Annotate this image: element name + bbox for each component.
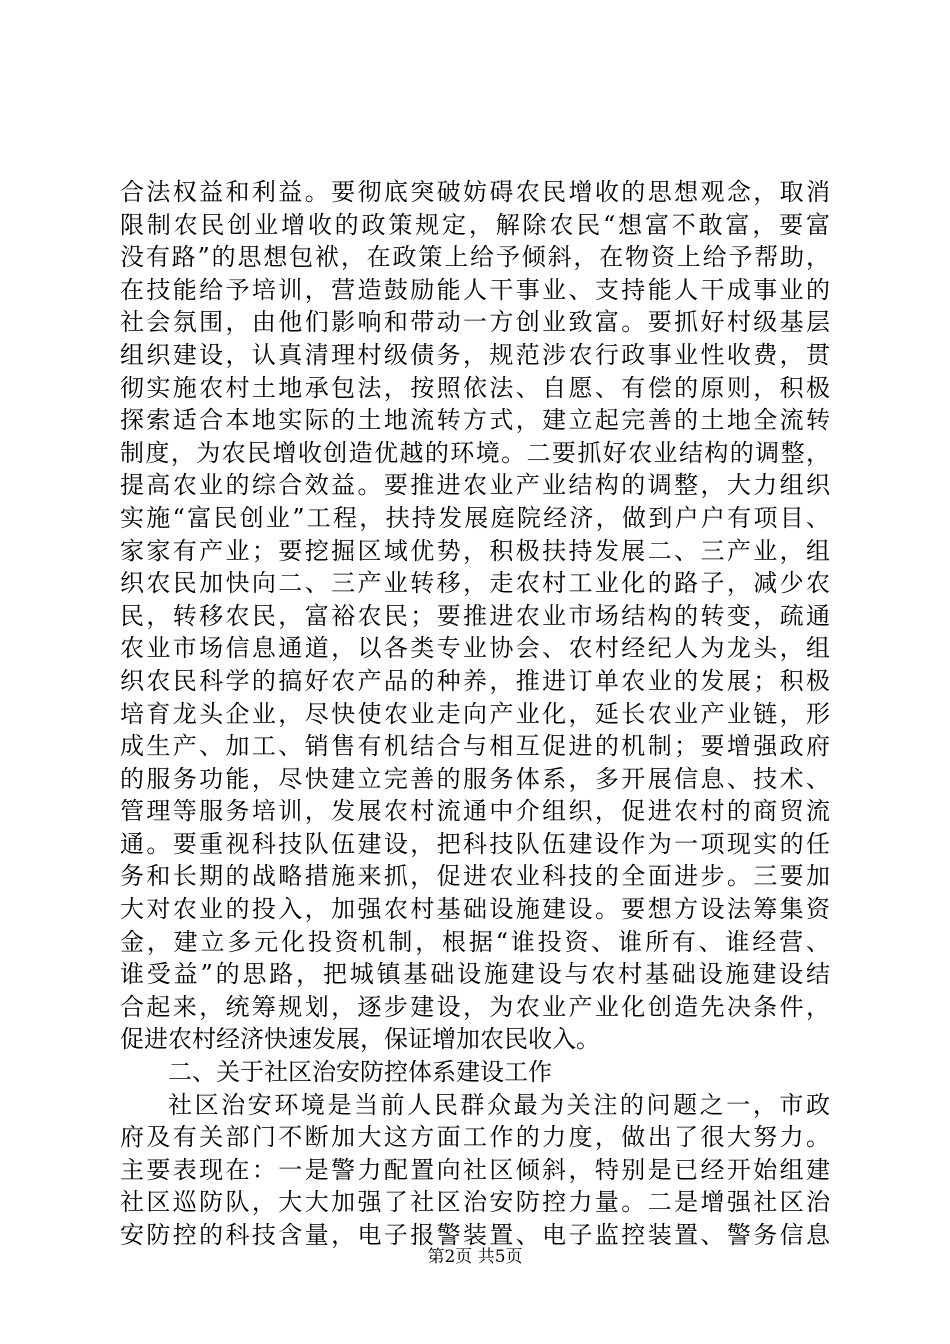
text-line: 实施“富民创业”工程，扶持发展庭院经济，做到户户有项目、 xyxy=(120,503,830,532)
text-line: 金，建立多元化投资机制，根据“谁投资、谁所有、谁经营、 xyxy=(120,927,830,956)
text-line: 合法权益和利益。要彻底突破妨碍农民增收的思想观念，取消 xyxy=(120,178,830,206)
text-line: 在技能给予培训，营造鼓励能人干事业、支持能人干成事业的 xyxy=(120,275,830,304)
text-line: 培育龙头企业，尽快使农业走向产业化，延长农业产业链，形 xyxy=(120,699,830,728)
text-line: 主要表现在：一是警力配置向社区倾斜，特别是已经开始组建 xyxy=(120,1155,830,1184)
text-line: 家家有产业；要挖掘区域优势，积极扶持发展二、三产业，组 xyxy=(120,536,830,565)
text-line: 限制农民创业增收的政策规定，解除农民“想富不敢富，要富 xyxy=(120,210,830,239)
text-line: 通。要重视科技队伍建设，把科技队伍建设作为一项现实的任 xyxy=(120,829,830,858)
text-line: 织农民加快向二、三产业转移，走农村工业化的路子，减少农 xyxy=(120,569,830,598)
text-line: 探索适合本地实际的土地流转方式，建立起完善的土地全流转 xyxy=(120,406,830,435)
text-line: 社区治安环境是当前人民群众最为关注的问题之一，市政 xyxy=(168,1090,830,1119)
paragraph-2 xyxy=(120,1089,830,1252)
text-line: 彻实施农村土地承包法，按照依法、自愿、有偿的原则，积极 xyxy=(120,373,830,402)
text-line: 管理等服务培训，发展农村流通中介组织，促进农村的商贸流 xyxy=(120,797,830,826)
text-line: 安防控的科技含量，电子报警装置、电子监控装置、警务信息 xyxy=(120,1221,830,1249)
text-line: 务和长期的战略措施来抓，促进农业科技的全面进步。三要加 xyxy=(120,862,830,891)
text-line: 成生产、加工、销售有机结合与相互促进的机制；要增强政府 xyxy=(120,732,830,761)
text-line: 的服务功能，尽快建立完善的服务体系，多开展信息、技术、 xyxy=(120,764,830,793)
text-line: 组织建设，认真清理村级债务，规范涉农行政事业性收费，贯 xyxy=(120,340,830,369)
section-heading: 二、关于社区治安防控体系建设工作 xyxy=(168,1058,552,1087)
text-line: 谁受益”的思路，把城镇基础设施建设与农村基础设施建设结 xyxy=(120,960,830,989)
text-line: 合起来，统筹规划，逐步建设，为农业产业化创造先决条件， xyxy=(120,992,830,1021)
text-line: 制度，为农民增收创造优越的环境。二要抓好农业结构的调整， xyxy=(120,438,830,467)
page-number: 第2页 共5页 xyxy=(427,1247,523,1267)
text-line: 府及有关部门不断加大这方面工作的力度，做出了很大努力。 xyxy=(120,1123,830,1152)
text-line: 社会氛围，由他们影响和带动一方创业致富。要抓好村级基层 xyxy=(120,308,830,337)
document-body xyxy=(120,176,830,1252)
text-line: 民，转移农民，富裕农民；要推进农业市场结构的转变，疏通 xyxy=(120,601,830,630)
text-line: 提高农业的综合效益。要推进农业产业结构的调整，大力组织 xyxy=(120,471,830,500)
text-line: 织农民科学的搞好农产品的种养，推进订单农业的发展；积极 xyxy=(120,666,830,695)
text-line: 农业市场信息通道，以各类专业协会、农村经纪人为龙头，组 xyxy=(120,634,830,663)
text-line: 大对农业的投入，加强农村基础设施建设。要想方设法筹集资 xyxy=(120,895,830,924)
text-line: 促进农村经济快速发展，保证增加农民收入。 xyxy=(120,1025,600,1054)
paragraph-1 xyxy=(120,176,830,1056)
text-line: 社区巡防队，大大加强了社区治安防控力量。二是增强社区治 xyxy=(120,1188,830,1217)
text-line: 没有路”的思想包袱，在政策上给予倾斜，在物资上给予帮助， xyxy=(120,243,830,272)
